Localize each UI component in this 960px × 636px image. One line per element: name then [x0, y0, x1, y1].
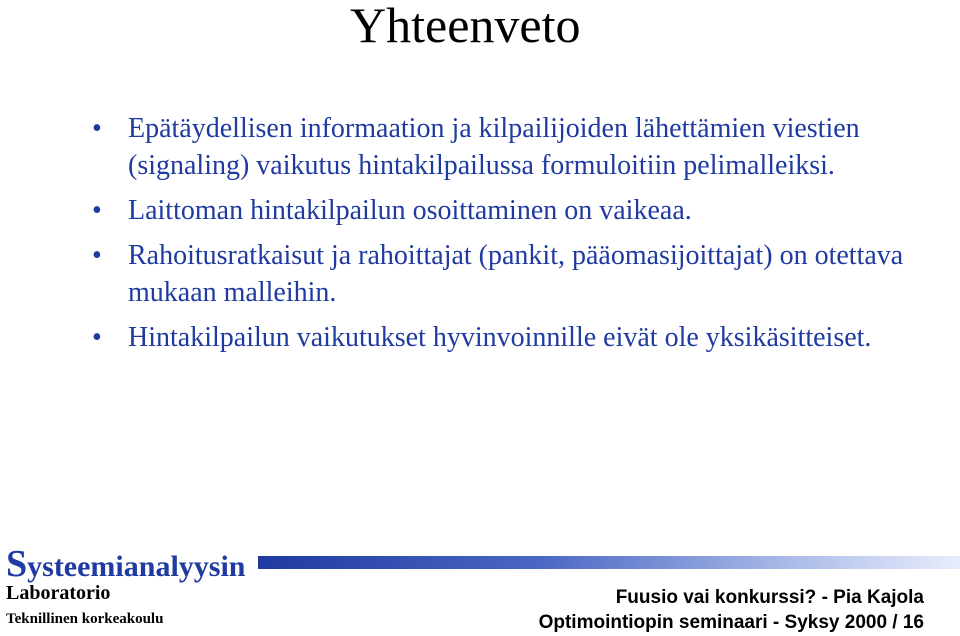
bullet-text: Epätäydellisen informaation ja kilpailijoiden lähettämien viestien (signaling) vaikutus hintakilpailussa formuloitiin pelimalleiksi. — [128, 113, 860, 181]
footer-info — [504, 586, 924, 636]
footer-presentation-title: Fuusio vai konkurssi? - Pia Kajola — [615, 587, 924, 608]
bullet-dot-icon: • — [92, 195, 102, 226]
bullet-dot-icon: • — [92, 322, 102, 353]
bullet-item — [92, 319, 952, 356]
bullet-item — [92, 110, 952, 184]
bullet-list — [92, 110, 952, 364]
footer-seminar-page: Optimointiopin seminaari - Syksy 2000 / 16 — [538, 612, 924, 633]
lab-name-rest: ysteemianalyysin — [27, 550, 246, 583]
bullet-text: Laittoman hintakilpailun osoittaminen on vaikeaa. — [128, 195, 692, 226]
lab-name-initial: S — [6, 543, 28, 585]
lab-subtitle: Laboratorio — [6, 582, 111, 604]
university-name: Teknillinen korkeakoulu — [6, 611, 164, 627]
bullet-item — [92, 192, 952, 229]
footer-gradient-bar — [258, 556, 960, 569]
bullet-item — [92, 237, 952, 311]
bullet-text: Rahoitusratkaisut ja rahoittajat (pankit, pääomasijoittajat) on otettava mukaan malleihin. — [128, 240, 904, 308]
slide-title: Yhteenveto — [350, 0, 581, 53]
lab-logo — [6, 544, 266, 634]
bullet-text: Hintakilpailun vaikutukset hyvinvoinnille eivät ole yksikäsitteiset. — [128, 322, 872, 353]
bullet-dot-icon: • — [92, 113, 102, 144]
bullet-dot-icon: • — [92, 240, 102, 271]
